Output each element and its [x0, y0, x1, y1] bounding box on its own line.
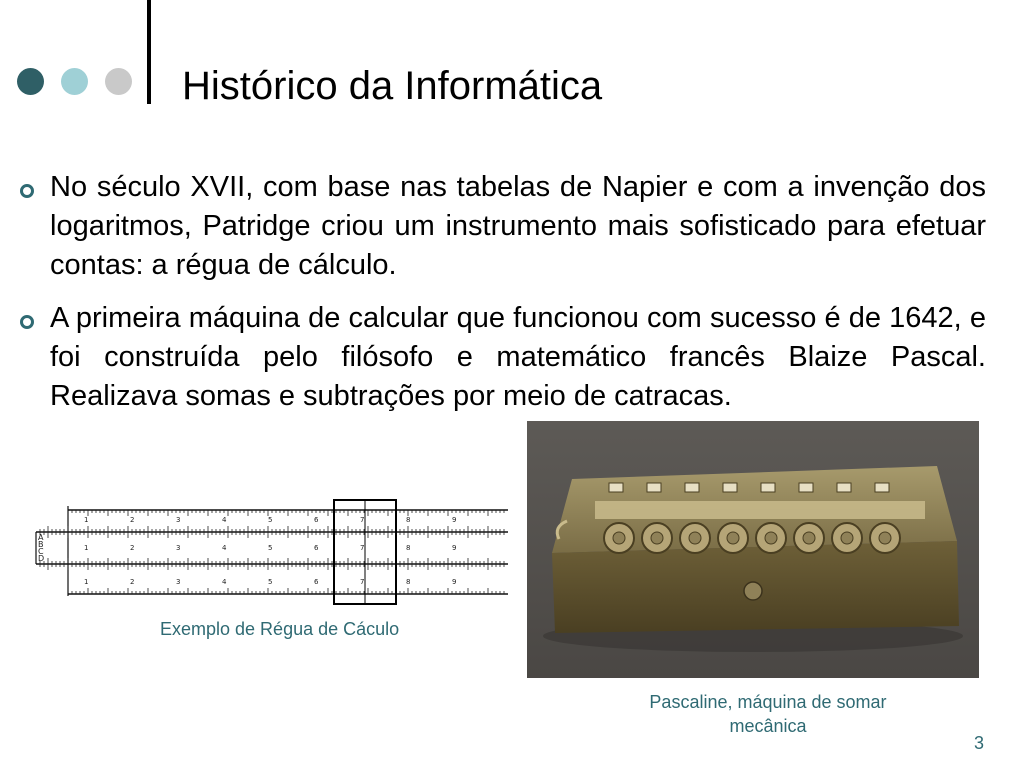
title-divider: [147, 0, 151, 104]
page-number: 3: [973, 733, 984, 753]
svg-text:7: 7: [360, 578, 365, 586]
svg-text:3: 3: [176, 544, 181, 552]
bullet-circle-icon: [20, 184, 34, 198]
svg-text:1: 1: [84, 578, 89, 586]
slide-title: Histórico da Informática: [182, 64, 603, 108]
bullet-list: [12, 168, 986, 430]
svg-text:7: 7: [360, 516, 365, 524]
decoration-dot-gray: [105, 68, 132, 95]
svg-text:8: 8: [406, 544, 411, 552]
bullet-item: [12, 168, 986, 285]
slide-rule-image: [28, 496, 512, 608]
pascaline-photo: [527, 421, 979, 678]
bullet-text: No século XVII, com base nas tabelas de Napier e com a invenção dos logaritmos, Patridge criou um instrumento mais sofisticado para efetuar contas: a régua de cálculo.: [50, 171, 986, 281]
slide-rule-caption: Exemplo de Régua de Cáculo: [160, 619, 400, 639]
svg-text:9: 9: [452, 544, 457, 552]
svg-text:2: 2: [130, 544, 135, 552]
svg-text:1: 1: [84, 516, 89, 524]
svg-text:9: 9: [452, 516, 457, 524]
decoration-dot-light: [61, 68, 88, 95]
bullet-circle-icon: [20, 315, 34, 329]
svg-text:C: C: [38, 547, 44, 556]
svg-text:7: 7: [360, 544, 365, 552]
svg-text:1: 1: [84, 544, 89, 552]
svg-text:8: 8: [406, 516, 411, 524]
svg-text:2: 2: [130, 516, 135, 524]
svg-text:6: 6: [314, 516, 319, 524]
svg-text:B: B: [38, 540, 44, 549]
svg-text:4: 4: [222, 516, 227, 524]
decoration-dot-dark: [17, 68, 44, 95]
pascaline-caption: Pascaline, máquina de somar mecânica: [649, 692, 887, 736]
bullet-item: [12, 299, 986, 416]
svg-text:5: 5: [268, 516, 273, 524]
svg-text:A: A: [38, 533, 44, 542]
svg-text:8: 8: [406, 578, 411, 586]
svg-text:4: 4: [222, 578, 227, 586]
svg-text:2: 2: [130, 578, 135, 586]
svg-text:3: 3: [176, 516, 181, 524]
svg-text:4: 4: [222, 544, 227, 552]
svg-text:5: 5: [268, 578, 273, 586]
svg-text:6: 6: [314, 544, 319, 552]
svg-text:3: 3: [176, 578, 181, 586]
svg-text:5: 5: [268, 544, 273, 552]
svg-text:9: 9: [452, 578, 457, 586]
title-decoration-dots: [17, 68, 132, 96]
svg-text:6: 6: [314, 578, 319, 586]
svg-text:D: D: [38, 554, 45, 563]
bullet-text: A primeira máquina de calcular que funcionou com sucesso é de 1642, e foi construída pelo filósofo e matemático francês Blaize Pascal. Realizava somas e subtrações por meio de catracas.: [50, 302, 986, 412]
